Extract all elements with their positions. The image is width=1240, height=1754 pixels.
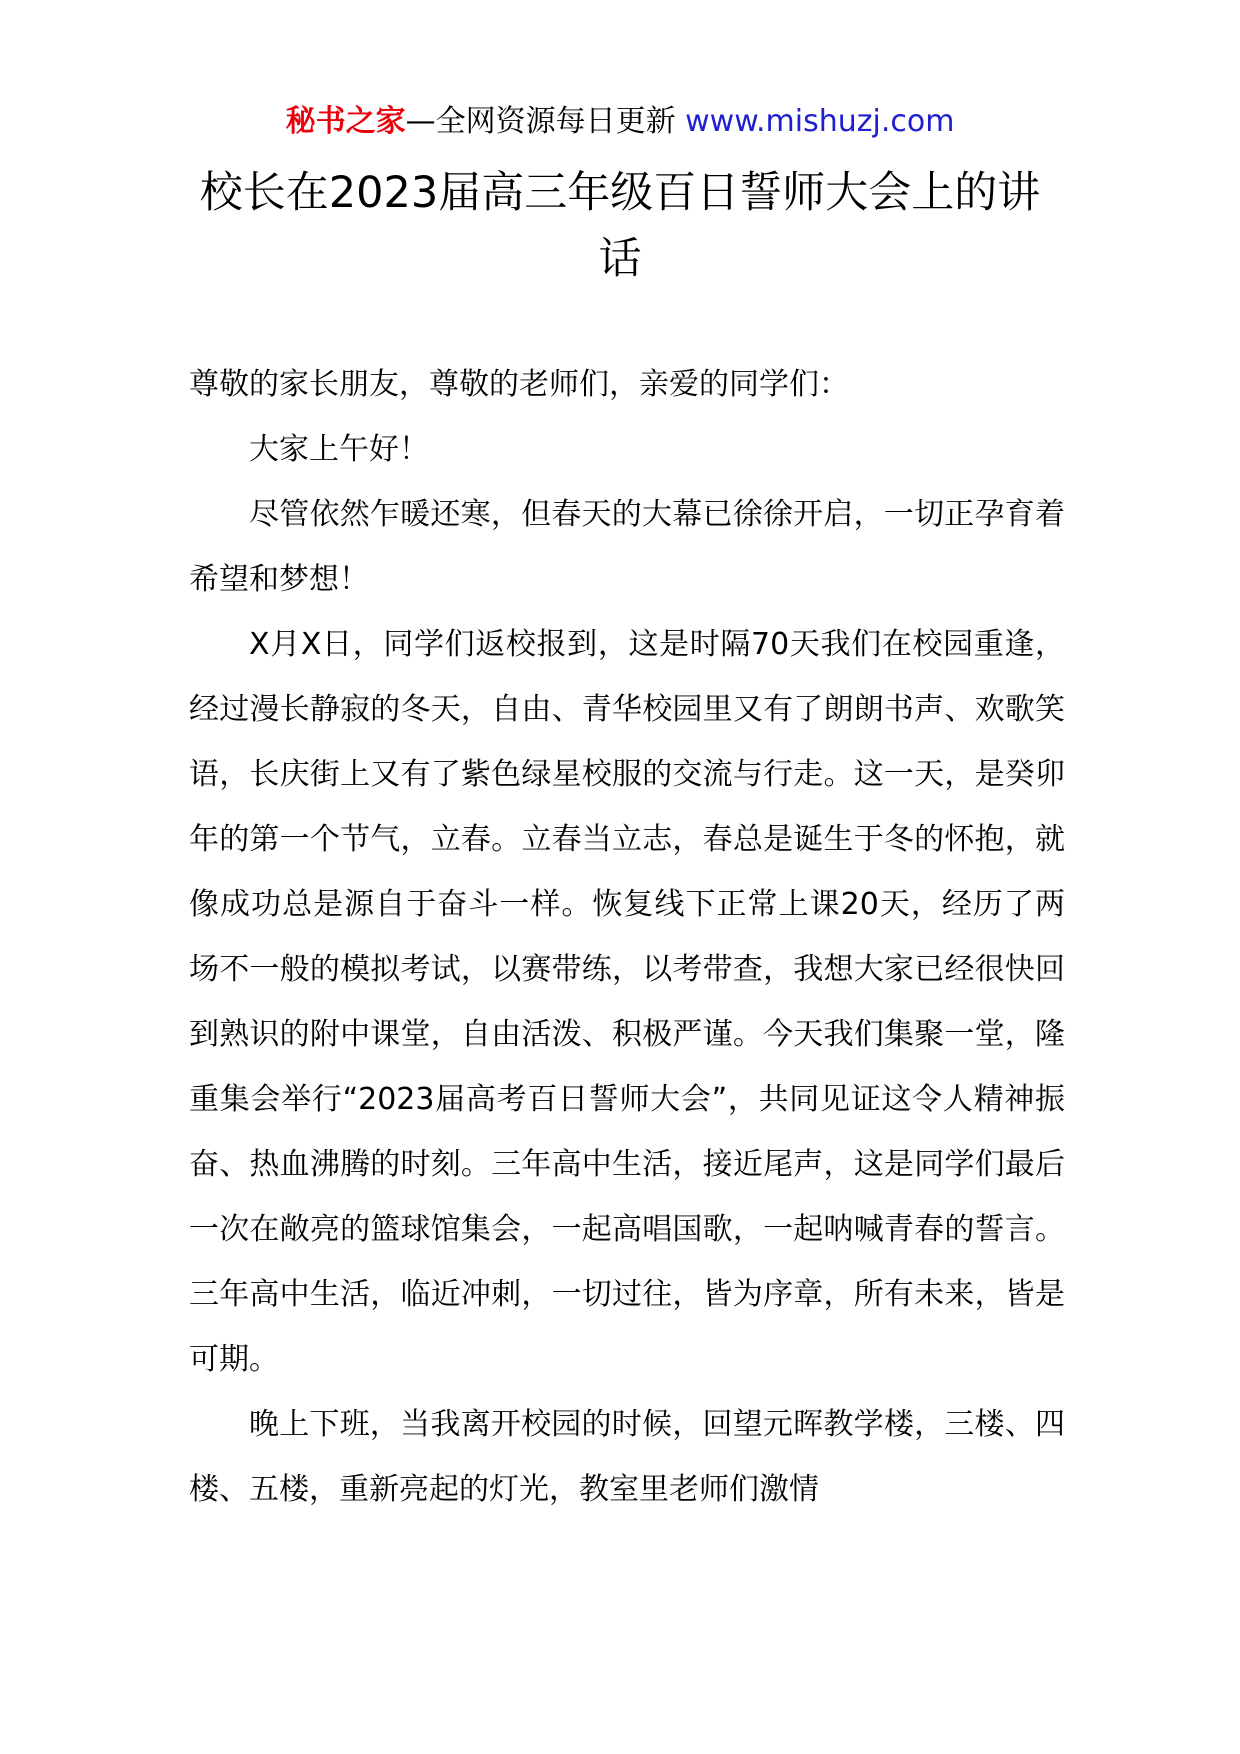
site-header (0, 100, 1240, 144)
paragraph: X月X日，同学们返校报到，这是时隔70天我们在校园重逢，经过漫长静寂的冬天，自由、青华校园里又有了朗朗书声、欢歌笑语，长庆街上又有了紫色绿星校服的交流与行走。这一天，是癸卯年的第一个节气，立春。立春当立志，春总是诞生于冬的怀抱，就像成功总是源自于奋斗一样。恢复线下正常上课20天，经历了两场不一般的模拟考试，以赛带练，以考带查，我想大家已经很快回到熟识的附中课堂，自由活泼、积极严谨。今天我们集聚一堂，隆重集会举行“2023届高考百日誓师大会”，共同见证这令人精神振奋、热血沸腾的时刻。三年高中生活，接近尾声，这是同学们最后一次在敞亮的篮球馆集会，一起高唱国歌，一起呐喊青春的誓言。三年高中生活，临近冲刺，一切过往，皆为序章，所有未来，皆是可期。 (189, 627, 1065, 1377)
document-body (189, 352, 1065, 1522)
site-brand: 秘书之家 (285, 104, 406, 139)
site-url-link[interactable]: www.mishuzj.com (685, 104, 955, 139)
salutation: 尊敬的家长朋友，尊敬的老师们，亲爱的同学们： (189, 367, 849, 402)
paragraph: 晚上下班，当我离开校园的时候，回望元晖教学楼，三楼、四楼、五楼，重新亮起的灯光，教室里老师们激情 (189, 1407, 1065, 1507)
site-tagline: —全网资源每日更新 (405, 104, 676, 139)
document-title: 校长在2023届高三年级百日誓师大会上的讲话 (199, 168, 1041, 284)
paragraph: 尽管依然乍暖还寒，但春天的大幕已徐徐开启，一切正孕育着希望和梦想！ (189, 497, 1065, 597)
paragraph: 大家上午好！ (249, 432, 429, 467)
